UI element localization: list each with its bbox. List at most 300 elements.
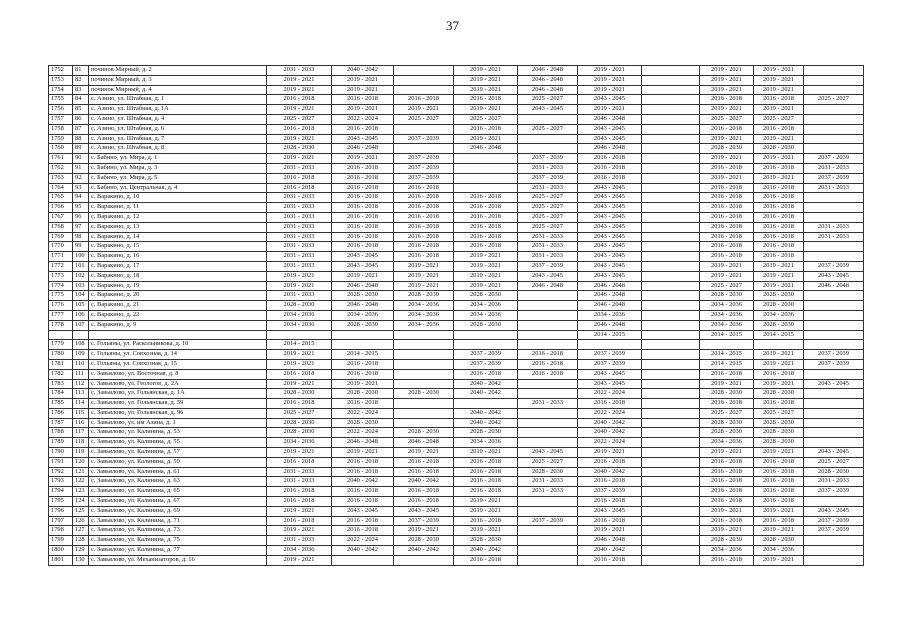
table-row [49,193,864,203]
period-cell [804,144,864,154]
address-cell: с. Завьялово, ул. Калинина, д. 69 [89,506,267,516]
address-cell: с. Завьялово, ул. Калинина, д. 61 [89,467,267,477]
period-cell [518,536,578,546]
period-cell: 2016 - 2018 [754,212,804,222]
period-cell: 2025 - 2027 [700,408,754,418]
period-cell [454,330,518,340]
period-cell: 2016 - 2018 [578,516,642,526]
period-cell [642,105,700,115]
period-cell: 2028 - 2030 [454,320,518,330]
period-cell [642,291,700,301]
period-cell: 2034 - 2036 [754,546,804,556]
table-row [49,291,864,301]
period-cell: 2028 - 2030 [754,418,804,428]
period-cell: 2019 - 2021 [754,281,804,291]
address-cell: с. Завьялово, ул. Калинина, д. 53 [89,428,267,438]
period-cell: 2016 - 2018 [518,359,578,369]
period-cell: 2034 - 2036 [267,310,332,320]
period-cell: 2019 - 2021 [454,66,518,76]
period-cell: 2031 - 2033 [267,203,332,213]
row-number-cell: 1758 [49,124,73,134]
period-cell: 2016 - 2018 [578,163,642,173]
period-cell: 2016 - 2018 [454,457,518,467]
period-cell: 2043 - 2045 [578,261,642,271]
row-number-cell: 1757 [49,114,73,124]
address-cell: с. Азино, ул. Штабная, д. 7 [89,134,267,144]
period-cell: 2016 - 2018 [754,183,804,193]
period-cell: 2016 - 2018 [754,222,804,232]
table-row [49,271,864,281]
address-cell: с. Завьялово, ул. Калинина, д. 67 [89,497,267,507]
period-cell: 2028 - 2030 [332,418,394,428]
period-cell [394,408,454,418]
period-cell: 2022 - 2024 [578,389,642,399]
address-cell: починок Мирный, д. 2 [89,66,267,76]
period-cell: 2019 - 2021 [267,281,332,291]
row-number-cell: 1769 [49,232,73,242]
period-cell [518,526,578,536]
period-cell: 2019 - 2021 [267,154,332,164]
address-cell: с. Завьялово, ул. Калинина, д. 55 [89,438,267,448]
item-number-cell: 114 [73,399,89,409]
row-number-cell: 1764 [49,183,73,193]
period-cell: 2040 - 2042 [578,467,642,477]
period-cell: 2016 - 2018 [754,497,804,507]
period-cell: 2037 - 2039 [578,359,642,369]
period-cell: 2034 - 2036 [454,301,518,311]
table-row [49,457,864,467]
period-cell: 2016 - 2018 [394,242,454,252]
item-number-cell: 126 [73,516,89,526]
row-number-cell: 1773 [49,271,73,281]
table-row [49,340,864,350]
address-cell: с. Завьялово, ул. Калинина, д. 63 [89,477,267,487]
period-cell: 2019 - 2021 [700,526,754,536]
period-cell: 2046 - 2048 [804,281,864,291]
period-cell: 2031 - 2033 [804,163,864,173]
period-cell: 2016 - 2018 [332,526,394,536]
row-number-cell: 1791 [49,457,73,467]
period-cell [454,163,518,173]
period-cell: 2043 - 2045 [518,271,578,281]
period-cell: 2028 - 2030 [394,389,454,399]
period-cell: 2019 - 2021 [754,555,804,565]
address-cell: с. Варакино, д. 19 [89,281,267,291]
period-cell: 2016 - 2018 [518,350,578,360]
period-cell [804,291,864,301]
period-cell: 2031 - 2033 [267,66,332,76]
period-cell [518,114,578,124]
period-cell: 2040 - 2042 [454,379,518,389]
period-cell [804,369,864,379]
period-cell: 2019 - 2021 [754,105,804,115]
period-cell [642,418,700,428]
period-cell: 2019 - 2021 [700,271,754,281]
period-cell: 2019 - 2021 [394,261,454,271]
period-cell: 2043 - 2045 [578,193,642,203]
period-cell: 2034 - 2036 [578,310,642,320]
period-cell: 2046 - 2048 [518,281,578,291]
row-number-cell: 1763 [49,173,73,183]
period-cell [642,477,700,487]
period-cell: 2046 - 2048 [518,75,578,85]
period-cell [518,418,578,428]
period-cell: 2016 - 2018 [332,399,394,409]
schedule-table [48,65,864,566]
period-cell [642,193,700,203]
period-cell: 2031 - 2033 [267,291,332,301]
row-number-cell: 1772 [49,261,73,271]
table-row [49,320,864,330]
table-row [49,330,864,340]
period-cell [518,497,578,507]
period-cell: 2016 - 2018 [754,399,804,409]
period-cell: 2043 - 2045 [578,242,642,252]
row-number-cell: 1759 [49,134,73,144]
period-cell: 2025 - 2027 [518,95,578,105]
period-cell: 2016 - 2018 [394,457,454,467]
period-cell: 2016 - 2018 [394,212,454,222]
period-cell [804,546,864,556]
row-number-cell: 1793 [49,477,73,487]
address-cell: с. Завьялово, ул. Калинина, д. 77 [89,546,267,556]
period-cell [642,212,700,222]
table-row [49,281,864,291]
period-cell: 2034 - 2036 [267,546,332,556]
period-cell [394,359,454,369]
address-cell: с. Варакино, д. 20 [89,291,267,301]
address-cell: починок Мирный, д. 3 [89,75,267,85]
period-cell: 2016 - 2018 [700,467,754,477]
period-cell [518,301,578,311]
period-cell: 2028 - 2030 [700,536,754,546]
period-cell: 2016 - 2018 [454,193,518,203]
period-cell: 2046 - 2048 [332,301,394,311]
period-cell: 2037 - 2039 [804,526,864,536]
period-cell [454,173,518,183]
period-cell: 2040 - 2042 [454,418,518,428]
period-cell [804,497,864,507]
period-cell: 2019 - 2021 [454,261,518,271]
item-number-cell: 103 [73,281,89,291]
period-cell [267,330,332,340]
period-cell [642,301,700,311]
period-cell: 2043 - 2045 [804,379,864,389]
period-cell: 2016 - 2018 [332,124,394,134]
period-cell: 2046 - 2048 [578,301,642,311]
period-cell: 2028 - 2030 [700,389,754,399]
period-cell: 2019 - 2021 [332,154,394,164]
period-cell: 2043 - 2045 [578,183,642,193]
period-cell: 2043 - 2045 [518,105,578,115]
period-cell: 2028 - 2030 [267,428,332,438]
period-cell: 2019 - 2021 [267,105,332,115]
address-cell: с. Завьялово, ул. Гольянская, д. 96 [89,408,267,418]
period-cell: 2019 - 2021 [754,271,804,281]
table-row [49,134,864,144]
period-cell: 2040 - 2042 [454,408,518,418]
table-row [49,526,864,536]
period-cell: 2034 - 2036 [394,301,454,311]
period-cell: 2016 - 2018 [332,359,394,369]
period-cell [804,212,864,222]
period-cell: 2019 - 2021 [700,105,754,115]
period-cell [332,555,394,565]
period-cell: 2019 - 2021 [267,555,332,565]
period-cell: 2016 - 2018 [267,183,332,193]
period-cell [642,242,700,252]
period-cell [642,66,700,76]
period-cell [332,340,394,350]
row-number-cell [49,330,73,340]
period-cell: 2043 - 2045 [332,252,394,262]
period-cell: 2019 - 2021 [267,134,332,144]
table-row [49,95,864,105]
period-cell: 2019 - 2021 [267,359,332,369]
table-row [49,105,864,115]
period-cell [394,330,454,340]
table-row [49,232,864,242]
period-cell: 2034 - 2036 [394,320,454,330]
period-cell: 2025 - 2027 [754,408,804,418]
period-cell [700,340,754,350]
period-cell: 2034 - 2036 [754,310,804,320]
period-cell: 2016 - 2018 [267,369,332,379]
period-cell: 2016 - 2018 [332,467,394,477]
table-row [49,438,864,448]
period-cell: 2043 - 2045 [518,448,578,458]
period-cell: 2016 - 2018 [518,369,578,379]
row-number-cell: 1788 [49,428,73,438]
period-cell: 2016 - 2018 [700,242,754,252]
period-cell: 2019 - 2021 [578,526,642,536]
period-cell: 2043 - 2045 [578,271,642,281]
period-cell: 2016 - 2018 [394,232,454,242]
period-cell: 2019 - 2021 [454,281,518,291]
period-cell [394,369,454,379]
period-cell: 2028 - 2030 [332,320,394,330]
period-cell: 2019 - 2021 [454,134,518,144]
row-number-cell: 1770 [49,242,73,252]
period-cell: 2025 - 2027 [754,114,804,124]
period-cell: 2016 - 2018 [267,516,332,526]
period-cell [518,389,578,399]
address-cell: с. Азино, ул. Штабная, д. 8 [89,144,267,154]
address-cell: с. Варакино, д. 16 [89,252,267,262]
period-cell: 2028 - 2030 [394,291,454,301]
period-cell: 2025 - 2027 [518,222,578,232]
period-cell: 2019 - 2021 [267,85,332,95]
period-cell [518,134,578,144]
period-cell [804,75,864,85]
period-cell: 2019 - 2021 [700,154,754,164]
period-cell: 2037 - 2039 [394,173,454,183]
address-cell: с. Варакино, д. 21 [89,301,267,311]
period-cell: 2019 - 2021 [332,75,394,85]
period-cell: 2034 - 2036 [700,320,754,330]
row-number-cell: 1798 [49,526,73,536]
period-cell: 2016 - 2018 [267,124,332,134]
period-cell [394,66,454,76]
item-number-cell: 87 [73,124,89,134]
period-cell: 2028 - 2030 [754,389,804,399]
period-cell [804,301,864,311]
item-number-cell: 98 [73,232,89,242]
table-row [49,310,864,320]
period-cell: 2019 - 2021 [754,261,804,271]
period-cell: 2043 - 2045 [332,134,394,144]
period-cell: 2043 - 2045 [578,379,642,389]
period-cell: 2016 - 2018 [332,487,394,497]
table-row [49,379,864,389]
period-cell: 2034 - 2036 [394,310,454,320]
period-cell [642,516,700,526]
period-cell: 2043 - 2045 [394,506,454,516]
period-cell: 2016 - 2018 [332,457,394,467]
period-cell [518,330,578,340]
period-cell: 2034 - 2036 [454,310,518,320]
period-cell [518,340,578,350]
period-cell [642,389,700,399]
period-cell [642,340,700,350]
period-cell: 2016 - 2018 [267,173,332,183]
period-cell: 2025 - 2027 [804,457,864,467]
period-cell: 2016 - 2018 [754,457,804,467]
address-cell: с. Завьялово, ул. Калинина, д. 65 [89,487,267,497]
row-number-cell: 1783 [49,379,73,389]
period-cell [804,330,864,340]
address-cell: с. Завьялово, ул. Калинина, д. 57 [89,448,267,458]
table-row [49,301,864,311]
item-number-cell: 130 [73,555,89,565]
table-row [49,516,864,526]
address-cell: с. Варакино, д. 11 [89,203,267,213]
item-number-cell: 83 [73,85,89,95]
period-cell: 2046 - 2048 [578,536,642,546]
period-cell [804,438,864,448]
period-cell: 2016 - 2018 [754,252,804,262]
period-cell: 2028 - 2030 [394,536,454,546]
item-number-cell: 89 [73,144,89,154]
table-row [49,428,864,438]
address-cell: с. Азино, ул. Штабная, д. 4 [89,114,267,124]
period-cell [804,105,864,115]
period-cell: 2034 - 2036 [700,438,754,448]
period-cell [804,428,864,438]
period-cell: 2043 - 2045 [578,124,642,134]
period-cell [454,183,518,193]
period-cell: 2019 - 2021 [454,506,518,516]
period-cell: 2037 - 2039 [454,359,518,369]
period-cell: 2019 - 2021 [754,85,804,95]
row-number-cell: 1794 [49,487,73,497]
period-cell: 2016 - 2018 [578,555,642,565]
period-cell [642,330,700,340]
address-cell: с. Варакино, д. 14 [89,232,267,242]
period-cell: 2014 - 2015 [754,330,804,340]
period-cell: 2019 - 2021 [754,350,804,360]
period-cell: 2025 - 2027 [518,203,578,213]
row-number-cell: 1771 [49,252,73,262]
period-cell [642,487,700,497]
period-cell: 2037 - 2039 [578,487,642,497]
item-number-cell: 110 [73,359,89,369]
period-cell: 2046 - 2048 [578,281,642,291]
period-cell: 2016 - 2018 [454,203,518,213]
period-cell: 2019 - 2021 [267,448,332,458]
item-number-cell: 127 [73,526,89,536]
period-cell: 2037 - 2039 [394,154,454,164]
period-cell: 2037 - 2039 [518,516,578,526]
table-row [49,487,864,497]
item-number-cell: 81 [73,66,89,76]
address-cell: с. Варакино, д. 15 [89,242,267,252]
row-number-cell: 1789 [49,438,73,448]
period-cell: 2031 - 2033 [267,222,332,232]
period-cell [518,546,578,556]
period-cell: 2019 - 2021 [394,526,454,536]
period-cell: 2037 - 2039 [804,154,864,164]
row-number-cell: 1775 [49,291,73,301]
period-cell: 2016 - 2018 [332,203,394,213]
period-cell [804,340,864,350]
period-cell: 2016 - 2018 [394,467,454,477]
address-cell: с. Варакино, д. 12 [89,212,267,222]
row-number-cell: 1760 [49,144,73,154]
period-cell: 2016 - 2018 [332,212,394,222]
row-number-cell: 1800 [49,546,73,556]
period-cell [642,281,700,291]
period-cell: 2016 - 2018 [700,516,754,526]
table-row [49,448,864,458]
period-cell: 2016 - 2018 [332,242,394,252]
period-cell: 2046 - 2048 [578,320,642,330]
period-cell [642,320,700,330]
period-cell [642,359,700,369]
period-cell: 2016 - 2018 [754,487,804,497]
period-cell [518,320,578,330]
address-cell: с. Азино, ул. Штабная, д. 6 [89,124,267,134]
period-cell: 2019 - 2021 [394,105,454,115]
period-cell [642,183,700,193]
period-cell [642,438,700,448]
period-cell: 2014 - 2015 [700,359,754,369]
period-cell: 2040 - 2042 [332,546,394,556]
table-row [49,408,864,418]
period-cell: 2025 - 2027 [804,95,864,105]
period-cell: 2025 - 2027 [700,114,754,124]
period-cell: 2016 - 2018 [332,369,394,379]
item-number-cell: 82 [73,75,89,85]
period-cell [804,252,864,262]
period-cell: 2037 - 2039 [518,154,578,164]
item-number-cell: 102 [73,271,89,281]
period-cell: 2028 - 2030 [332,291,394,301]
period-cell: 2016 - 2018 [578,497,642,507]
period-cell: 2028 - 2030 [754,438,804,448]
period-cell [518,310,578,320]
period-cell: 2028 - 2030 [700,144,754,154]
period-cell [804,536,864,546]
period-cell: 2046 - 2048 [518,85,578,95]
period-cell: 2016 - 2018 [454,242,518,252]
row-number-cell: 1796 [49,506,73,516]
item-number-cell: 100 [73,252,89,262]
table-row [49,467,864,477]
row-number-cell: 1753 [49,75,73,85]
period-cell [454,340,518,350]
row-number-cell: 1756 [49,105,73,115]
